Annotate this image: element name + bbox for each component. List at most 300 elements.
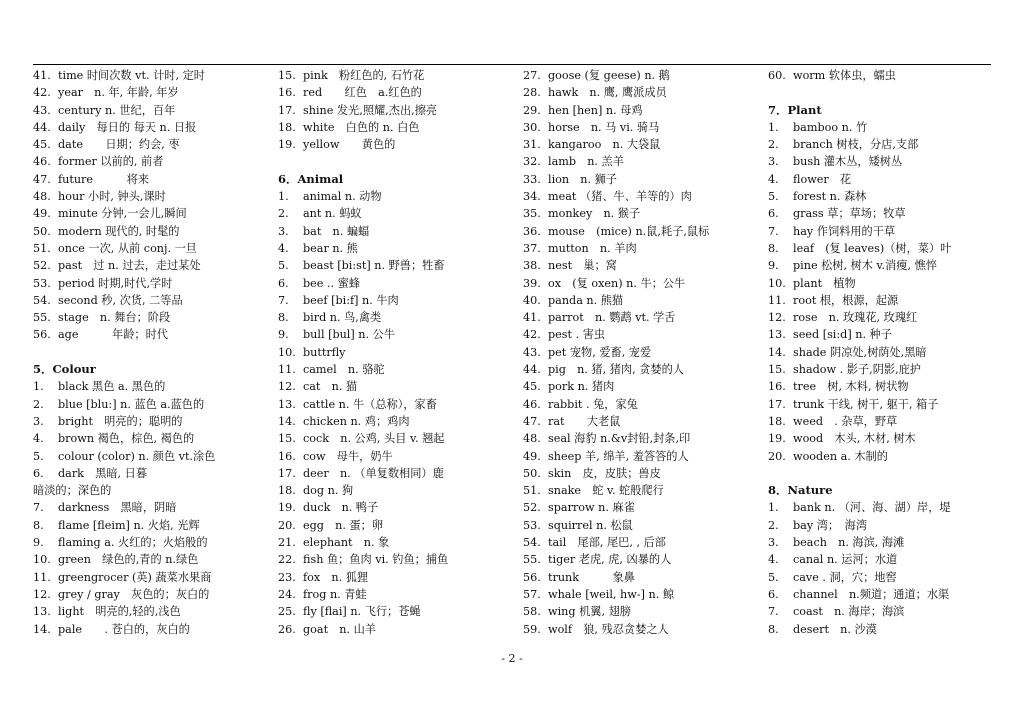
vocab-entry <box>523 292 763 309</box>
entry-number: 33. <box>523 172 541 186</box>
entry-text: bay 湾； 海湾 <box>793 518 868 532</box>
entry-text: deer n. （单复数相同）鹿 <box>303 466 444 480</box>
vocab-entry <box>278 344 518 361</box>
entry-text: fly [flai] n. 飞行；苍蝇 <box>303 605 421 619</box>
vocab-entry <box>523 171 763 188</box>
vocab-entry <box>278 223 518 240</box>
vocab-entry <box>523 119 763 136</box>
vocab-entry <box>523 188 763 205</box>
entry-text: pink 粉红色的, 石竹花 <box>303 69 425 82</box>
vocab-entry <box>523 499 763 516</box>
vocab-entry <box>523 257 763 274</box>
entry-number: 46. <box>33 155 51 169</box>
entry-text: second 秒, 次货, 二等品 <box>58 293 183 307</box>
entry-text: camel n. 骆驼 <box>303 363 385 377</box>
vocab-entry <box>278 257 518 274</box>
entry-text: leaf (复 leaves)（树，菜）叶 <box>793 241 952 255</box>
entry-text: beef [bi:f] n. 牛肉 <box>303 293 399 307</box>
entry-number: 3. <box>33 414 44 428</box>
vocab-entry <box>33 188 273 205</box>
entry-number: 45. <box>33 138 51 152</box>
entry-number: 2. <box>768 518 779 532</box>
entry-number: 9. <box>33 536 44 550</box>
vocab-entry <box>523 465 763 482</box>
vocab-entry <box>33 153 273 170</box>
vocab-entry <box>523 448 763 465</box>
entry-number: 6. <box>768 207 779 221</box>
entry-text: date 日期；约会, 枣 <box>58 138 180 152</box>
entry-number: 54. <box>33 293 51 307</box>
vocab-entry <box>768 136 1008 153</box>
entry-text: minute 分钟,一会儿,瞬间 <box>58 207 187 221</box>
entry-text: century n. 世纪，百年 <box>58 103 176 117</box>
entry-text: seed [si:d] n. 种子 <box>793 328 892 342</box>
entry-number: 7. <box>768 224 779 238</box>
entry-number: 6. <box>278 276 289 290</box>
entry-text: egg n. 蛋；卵 <box>303 518 384 532</box>
entry-text: hay 作饲料用的干草 <box>793 224 896 238</box>
entry-text: daily 每日的 每天 n. 日报 <box>58 120 197 134</box>
entry-text: pine 松树, 树木 v.消瘦, 憔悴 <box>793 259 937 273</box>
entry-text: cock n. 公鸡, 头目 v. 翘起 <box>303 432 445 446</box>
vocab-entry <box>33 309 273 326</box>
entry-text: pest . 害虫 <box>548 328 606 342</box>
entry-text: bright 明亮的；聪明的 <box>58 414 183 428</box>
entry-text: fish 鱼；鱼肉 vi. 钓鱼；捕鱼 <box>303 553 449 567</box>
entry-text: mutton n. 羊肉 <box>548 241 637 255</box>
vocab-entry <box>278 534 518 551</box>
vocab-entry <box>523 396 763 413</box>
vocab-entry <box>33 603 273 620</box>
entry-text: time 时间次数 vt. 计时, 定时 <box>58 69 205 82</box>
vocab-entry <box>768 223 1008 240</box>
vocab-entry <box>278 205 518 222</box>
section-heading: 5．Colour <box>33 362 96 377</box>
entry-text: bank n. （河、海、湖）岸，堤 <box>793 501 951 515</box>
vocab-entry <box>278 413 518 430</box>
vocab-entry <box>278 309 518 326</box>
entry-continuation: 暗淡的；深色的 <box>33 484 112 498</box>
vocab-entry <box>768 171 1008 188</box>
entry-text: ox (复 oxen) n. 牛；公牛 <box>548 276 686 290</box>
entry-text: light 明亮的,轻的,浅色 <box>58 605 181 619</box>
vocab-entry <box>278 396 518 413</box>
entry-number: 16. <box>278 449 296 463</box>
vocab-entry <box>278 119 518 136</box>
entry-text: plant 植物 <box>793 276 856 290</box>
entry-number: 2. <box>768 138 779 152</box>
vocab-entry <box>523 205 763 222</box>
entry-text: white 白色的 n. 白色 <box>303 120 420 134</box>
entry-number: 5. <box>768 570 779 584</box>
entry-number: 9. <box>278 328 289 342</box>
entry-number: 11. <box>33 570 51 584</box>
entry-text: kangaroo n. 大袋鼠 <box>548 138 661 152</box>
vocab-entry <box>33 119 273 136</box>
entry-number: 44. <box>33 120 51 134</box>
entry-text: flame [fleim] n. 火焰, 光辉 <box>58 518 200 532</box>
entry-number: 24. <box>278 587 296 601</box>
entry-text: shadow . 影子,阴影,庇护 <box>793 363 921 377</box>
vocab-entry <box>33 257 273 274</box>
entry-number: 28. <box>523 86 541 100</box>
entry-number: 45. <box>523 380 541 394</box>
entry-number: 50. <box>33 224 51 238</box>
spacer <box>278 153 518 170</box>
entry-number: 20. <box>278 518 296 532</box>
entry-text: red 红色 a.红色的 <box>303 86 422 100</box>
entry-number: 18. <box>278 120 296 134</box>
vocab-entry <box>523 413 763 430</box>
entry-text: ant n. 蚂蚁 <box>303 207 362 221</box>
entry-number: 41. <box>523 311 541 325</box>
entry-text: bull [bul] n. 公牛 <box>303 328 396 342</box>
entry-number: 53. <box>523 518 541 532</box>
entry-number: 1. <box>768 501 779 515</box>
vocab-entry <box>523 84 763 101</box>
entry-number: 34. <box>523 190 541 204</box>
entry-text: darkness 黑暗，阴暗 <box>58 501 177 515</box>
entry-number: 30. <box>523 120 541 134</box>
entry-text: wing 机翼, 翅膀 <box>548 605 631 619</box>
vocab-entry <box>33 205 273 222</box>
entry-number: 12. <box>33 587 51 601</box>
entry-text: animal n. 动物 <box>303 190 382 204</box>
entry-number: 4. <box>768 172 779 186</box>
vocab-entry <box>768 309 1008 326</box>
entry-number: 54. <box>523 536 541 550</box>
spacer <box>33 344 273 361</box>
entry-number: 21. <box>278 536 296 550</box>
vocab-entry <box>33 223 273 240</box>
entry-text: duck n. 鸭子 <box>303 501 379 515</box>
top-rule <box>33 64 991 65</box>
entry-number: 17. <box>278 466 296 480</box>
entry-text: panda n. 熊猫 <box>548 293 624 307</box>
vocab-entry <box>768 448 1008 465</box>
vocab-entry <box>768 257 1008 274</box>
vocab-entry <box>278 517 518 534</box>
entry-text: monkey n. 猴子 <box>548 207 641 221</box>
entry-text: former 以前的, 前者 <box>58 155 164 169</box>
entry-number: 18. <box>278 484 296 498</box>
vocab-entry <box>33 240 273 257</box>
vocab-entry <box>523 309 763 326</box>
entry-text: desert n. 沙漠 <box>793 622 877 636</box>
entry-number: 29. <box>523 103 541 117</box>
vocab-entry <box>768 344 1008 361</box>
entry-text: forest n. 森林 <box>793 190 867 204</box>
section-heading: 6．Animal <box>278 171 344 186</box>
entry-text: whale [weil, hw-] n. 鲸 <box>548 587 675 601</box>
vocab-entry <box>768 240 1008 257</box>
vocab-entry <box>278 361 518 378</box>
entry-text: once 一次, 从前 conj. 一旦 <box>58 241 197 255</box>
entry-number: 5. <box>768 190 779 204</box>
vocab-entry <box>33 396 273 413</box>
entry-number: 7. <box>33 501 44 515</box>
entry-number: 14. <box>33 622 51 636</box>
entry-text: canal n. 运河；水道 <box>793 553 898 567</box>
entry-number: 8. <box>768 622 779 636</box>
entry-number: 41. <box>33 69 51 82</box>
vocab-entry <box>33 102 273 119</box>
entry-text: year n. 年, 年龄, 年岁 <box>58 86 179 100</box>
entry-text: seal 海豹 n.&v封铅,封条,印 <box>548 432 691 446</box>
vocab-entry <box>278 586 518 603</box>
entry-text: nest 巢；窝 <box>548 259 617 273</box>
entry-text: blue [blu:] n. 蓝色 a.蓝色的 <box>58 397 205 411</box>
entry-number: 52. <box>33 259 51 273</box>
entry-text: beast [bi:st] n. 野兽；牲畜 <box>303 259 445 273</box>
vocab-entry <box>278 292 518 309</box>
vocab-entry <box>33 171 273 188</box>
vocab-entry <box>278 621 518 638</box>
vocab-entry <box>278 84 518 101</box>
vocab-entry <box>523 361 763 378</box>
entry-text: wooden a. 木制的 <box>793 449 888 463</box>
page-number: - 2 - <box>501 652 523 665</box>
entry-number: 25. <box>278 605 296 619</box>
vocab-entry <box>33 586 273 603</box>
vocab-entry <box>768 413 1008 430</box>
entry-number: 6. <box>33 466 44 480</box>
entry-number: 14. <box>768 345 786 359</box>
entry-number: 12. <box>278 380 296 394</box>
vocab-entry <box>33 84 273 101</box>
vocab-entry <box>33 378 273 395</box>
entry-text: fox n. 狐狸 <box>303 570 369 584</box>
vocab-column-4 <box>768 67 1008 638</box>
vocab-entry <box>523 240 763 257</box>
entry-number: 16. <box>278 86 296 100</box>
entry-text: black 黑色 a. 黑色的 <box>58 380 166 394</box>
entry-text: squirrel n. 松鼠 <box>548 518 633 532</box>
entry-number: 42. <box>523 328 541 342</box>
entry-number: 10. <box>278 345 296 359</box>
entry-number: 5. <box>278 259 289 273</box>
entry-number: 35. <box>523 207 541 221</box>
entry-number: 4. <box>768 553 779 567</box>
vocab-entry <box>523 534 763 551</box>
entry-text: period 时期,时代,学时 <box>58 276 173 290</box>
vocab-entry <box>33 499 273 516</box>
entry-text: cat n. 猫 <box>303 380 358 394</box>
entry-text: hour 小时, 钟头,课时 <box>58 190 166 204</box>
entry-number: 20. <box>768 449 786 463</box>
vocab-entry <box>278 67 518 84</box>
entry-number: 59. <box>523 622 541 636</box>
entry-number: 11. <box>278 363 296 377</box>
entry-number: 1. <box>278 190 289 204</box>
entry-text: coast n. 海岸；海滨 <box>793 605 905 619</box>
vocab-entry <box>33 621 273 638</box>
vocab-entry <box>768 188 1008 205</box>
entry-number: 5. <box>33 449 44 463</box>
vocab-entry <box>33 517 273 534</box>
entry-text: bamboo n. 竹 <box>793 120 868 134</box>
entry-number: 52. <box>523 501 541 515</box>
entry-text: flaming a. 火红的；火焰般的 <box>58 536 208 550</box>
entry-text: yellow 黄色的 <box>303 138 396 152</box>
entry-text: hen [hen] n. 母鸡 <box>548 103 643 117</box>
entry-number: 18. <box>768 414 786 428</box>
entry-text: worm 软体虫，蠕虫 <box>793 69 896 82</box>
vocab-entry <box>33 275 273 292</box>
vocab-entry <box>768 621 1008 638</box>
entry-number: 2. <box>278 207 289 221</box>
entry-text: rose n. 玫瑰花, 玫瑰红 <box>793 311 918 325</box>
vocab-entry <box>523 482 763 499</box>
entry-number: 23. <box>278 570 296 584</box>
vocab-entry <box>768 205 1008 222</box>
vocab-entry <box>523 430 763 447</box>
vocab-entry <box>33 465 273 482</box>
vocab-entry <box>768 67 1008 84</box>
entry-text: bee .. 蜜蜂 <box>303 276 361 290</box>
entry-text: tiger 老虎, 虎, 凶暴的人 <box>548 553 672 567</box>
entry-text: sheep 羊, 绵羊, 羞答答的人 <box>548 449 689 463</box>
entry-text: trunk 干线, 树干, 躯干, 箱子 <box>793 397 939 411</box>
vocab-column-2 <box>278 67 518 638</box>
entry-number: 1. <box>33 380 44 394</box>
vocab-entry <box>768 292 1008 309</box>
entry-text: bush 灌木丛，矮树丛 <box>793 155 903 169</box>
vocab-entry <box>768 119 1008 136</box>
entry-number: 36. <box>523 224 541 238</box>
entry-number: 9. <box>768 259 779 273</box>
vocab-column-3 <box>523 67 763 638</box>
entry-text: skin 皮，皮肤；兽皮 <box>548 466 661 480</box>
vocab-entry <box>33 430 273 447</box>
entry-number: 47. <box>523 414 541 428</box>
entry-number: 3. <box>278 224 289 238</box>
vocab-entry <box>523 378 763 395</box>
entry-number: 7. <box>768 605 779 619</box>
entry-text: lion n. 狮子 <box>548 172 617 186</box>
vocab-entry <box>523 344 763 361</box>
vocab-entry <box>278 482 518 499</box>
vocab-entry <box>768 534 1008 551</box>
entry-text: sparrow n. 麻雀 <box>548 501 635 515</box>
entry-number: 56. <box>523 570 541 584</box>
entry-number: 14. <box>278 414 296 428</box>
entry-number: 19. <box>278 501 296 515</box>
entry-number: 47. <box>33 172 51 186</box>
section-heading: 8．Nature <box>768 483 833 498</box>
entry-text: goose (复 geese) n. 鹅 <box>548 69 670 82</box>
entry-number: 49. <box>33 207 51 221</box>
entry-text: bird n. 鸟,禽类 <box>303 311 382 325</box>
entry-text: hawk n. 鹰, 鹰派成员 <box>548 86 667 100</box>
entry-text: lamb n. 羔羊 <box>548 155 624 169</box>
entry-text: tree 树, 木料, 树状物 <box>793 380 909 394</box>
entry-number: 37. <box>523 241 541 255</box>
entry-text: meat （猪、牛、羊等的）肉 <box>548 190 692 204</box>
vocab-entry <box>33 292 273 309</box>
vocab-entry <box>768 586 1008 603</box>
entry-text: grass 草；草场；牧草 <box>793 207 906 221</box>
entry-text: dark 黑暗, 日暮 <box>58 466 148 480</box>
vocab-entry <box>278 603 518 620</box>
entry-text: wood 木头, 木材, 树木 <box>793 432 916 446</box>
vocab-column-1 <box>33 67 273 638</box>
vocab-entry <box>768 517 1008 534</box>
vocab-entry <box>523 517 763 534</box>
entry-number: 15. <box>278 69 296 82</box>
entry-text: dog n. 狗 <box>303 484 354 498</box>
entry-number: 40. <box>523 293 541 307</box>
entry-number: 12. <box>768 311 786 325</box>
section-heading: 7．Plant <box>768 102 822 117</box>
entry-number: 15. <box>278 432 296 446</box>
entry-number: 6. <box>768 587 779 601</box>
vocab-entry <box>33 136 273 153</box>
entry-text: snake 蛇 v. 蛇般爬行 <box>548 484 664 498</box>
entry-number: 13. <box>768 328 786 342</box>
entry-number: 27. <box>523 69 541 82</box>
vocab-entry <box>523 551 763 568</box>
vocab-entry <box>523 67 763 84</box>
vocab-entry <box>278 136 518 153</box>
entry-number: 13. <box>278 397 296 411</box>
vocab-entry <box>768 551 1008 568</box>
entry-number: 19. <box>768 432 786 446</box>
entry-number: 22. <box>278 553 296 567</box>
entry-number: 10. <box>768 276 786 290</box>
entry-number: 8. <box>768 241 779 255</box>
entry-text: green 绿色的,青的 n.绿色 <box>58 553 199 567</box>
entry-number: 49. <box>523 449 541 463</box>
vocab-entry <box>33 67 273 84</box>
vocab-entry <box>278 551 518 568</box>
entry-number: 1. <box>768 120 779 134</box>
entry-number: 17. <box>278 103 296 117</box>
entry-number: 48. <box>33 190 51 204</box>
vocab-entry <box>278 465 518 482</box>
entry-text: rabbit . 兔，家兔 <box>548 397 638 411</box>
entry-text: wolf 狼, 残忍贪婪之人 <box>548 622 669 636</box>
entry-number: 42. <box>33 86 51 100</box>
vocab-entry <box>278 430 518 447</box>
entry-text: elephant n. 象 <box>303 536 390 550</box>
vocab-entry <box>523 275 763 292</box>
entry-text: grey / gray 灰色的；灰白的 <box>58 587 210 601</box>
vocab-entry <box>768 326 1008 343</box>
entry-text: greengrocer (英) 蔬菜水果商 <box>58 570 212 584</box>
entry-text: pet 宠物, 爱畜, 宠爱 <box>548 345 652 359</box>
entry-text: buttrfly <box>303 345 346 359</box>
entry-text: tail 尾部, 尾巴, , 后部 <box>548 536 666 550</box>
entry-text: bat n. 蝙蝠 <box>303 224 370 238</box>
entry-text: future 将来 <box>58 172 149 186</box>
entry-text: rat 大老鼠 <box>548 414 621 428</box>
entry-number: 53. <box>33 276 51 290</box>
vocab-entry <box>768 396 1008 413</box>
vocab-entry <box>278 378 518 395</box>
vocab-entry <box>278 188 518 205</box>
vocab-entry <box>33 326 273 343</box>
vocab-entry <box>768 275 1008 292</box>
entry-text: past 过 n. 过去，走过某处 <box>58 259 201 273</box>
entry-text: bear n. 熊 <box>303 241 358 255</box>
entry-text: mouse (mice) n.鼠,耗子,鼠标 <box>548 224 710 238</box>
entry-number: 32. <box>523 155 541 169</box>
vocab-entry <box>33 569 273 586</box>
entry-number: 57. <box>523 587 541 601</box>
entry-number: 2. <box>33 397 44 411</box>
entry-text: brown 褐色，棕色, 褐色的 <box>58 432 195 446</box>
